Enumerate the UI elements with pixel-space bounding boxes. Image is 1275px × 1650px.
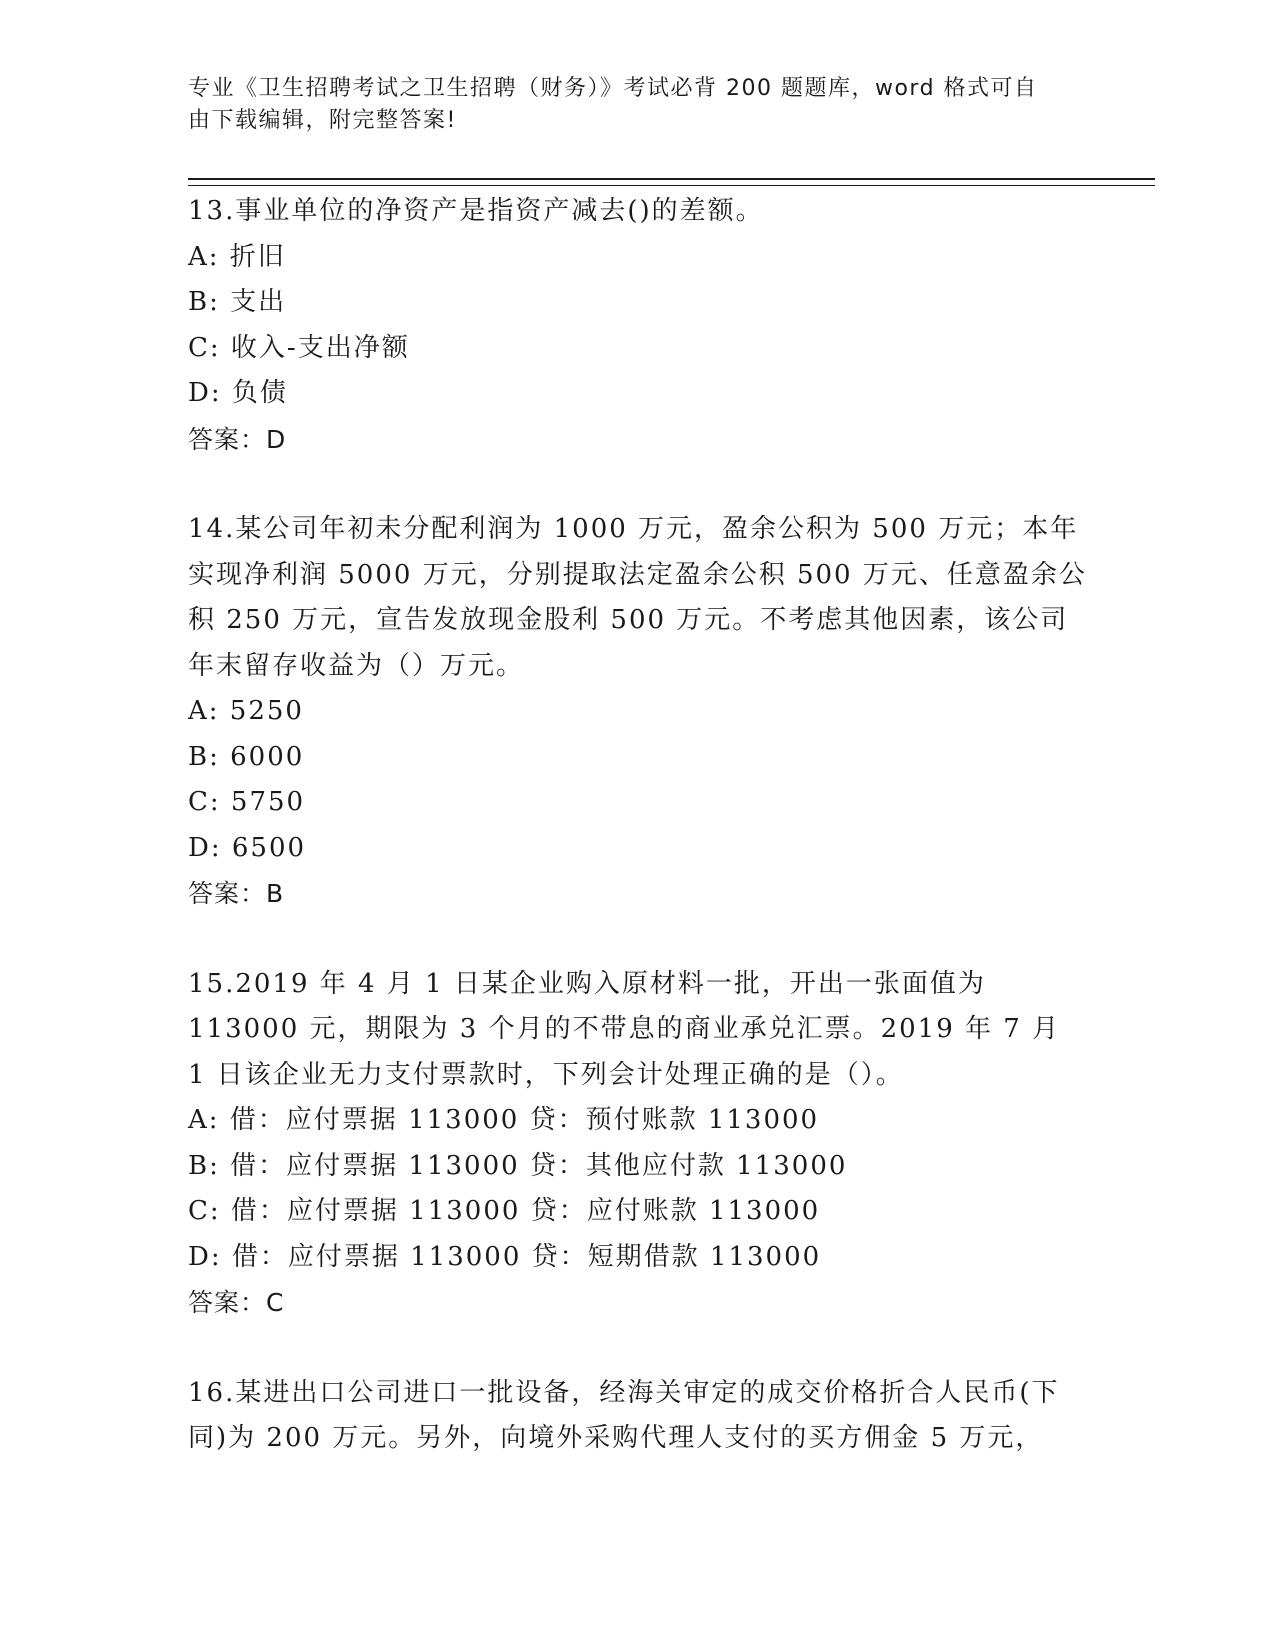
option-list <box>188 235 1088 417</box>
question-13 <box>188 189 1088 462</box>
header-divider-thin <box>188 185 1155 186</box>
option-list <box>188 689 1088 871</box>
option-b: B: 支出 <box>188 287 287 317</box>
answer-line: 答案：B <box>188 879 285 908</box>
option-d: D: 6500 <box>188 832 307 863</box>
option-a: A: 折旧 <box>188 241 286 272</box>
question-15 <box>188 962 1088 1326</box>
question-16 <box>188 1371 1088 1462</box>
option-c: C: 借：应付票据 113000 贷：应付账款 113000 <box>188 1196 821 1226</box>
header-line-1: 专业《卫生招聘考试之卫生招聘（财务）》考试必背 200 题题库，word 格式可自 <box>188 76 1038 101</box>
option-a: A: 借：应付票据 113000 贷：预付账款 113000 <box>188 1105 820 1135</box>
option-b: B: 借：应付票据 113000 贷：其他应付款 113000 <box>188 1150 848 1181</box>
option-c: C: 收入-支出净额 <box>188 332 410 363</box>
question-text: 16.某进出口公司进口一批设备，经海关审定的成交价格折合人民币(下同)为 200 万元。另外，向境外采购代理人支付的买方佣金 5 万元， <box>188 1377 1060 1453</box>
option-a: A: 5250 <box>188 696 304 726</box>
option-d: D: 借：应付票据 113000 贷：短期借款 113000 <box>188 1241 822 1272</box>
question-14 <box>188 507 1088 917</box>
header-line-2: 由下载编辑，附完整答案! <box>188 108 457 133</box>
question-list <box>188 189 1088 1507</box>
option-c: C: 5750 <box>188 787 306 817</box>
answer-line: 答案：D <box>188 424 287 454</box>
option-list <box>188 1098 1088 1280</box>
option-d: D: 负债 <box>188 378 288 408</box>
question-text: 15.2019 年 4 月 1 日某企业购入原材料一批，开出一张面值为 113000 元，期限为 3 个月的不带息的商业承兑汇票。2019 年 7 月 1 日该企业无力支付票款时，下列会计处理正确的是（）。 <box>188 968 1061 1090</box>
document-header <box>188 73 1068 137</box>
question-text: 13.事业单位的净资产是指资产减去()的差额。 <box>188 196 764 226</box>
option-b: B: 6000 <box>188 741 305 772</box>
answer-line: 答案：C <box>188 1288 285 1317</box>
question-text: 14.某公司年初未分配利润为 1000 万元，盈余公积为 500 万元；本年实现净利润 5000 万元，分别提取法定盈余公积 500 万元、任意盈余公积 250 万元，宣告发放现金股利 500 万元。不考虑其他因素，该公司年末留存收益为（）万元。 <box>188 514 1087 681</box>
header-divider-thick <box>188 178 1155 180</box>
